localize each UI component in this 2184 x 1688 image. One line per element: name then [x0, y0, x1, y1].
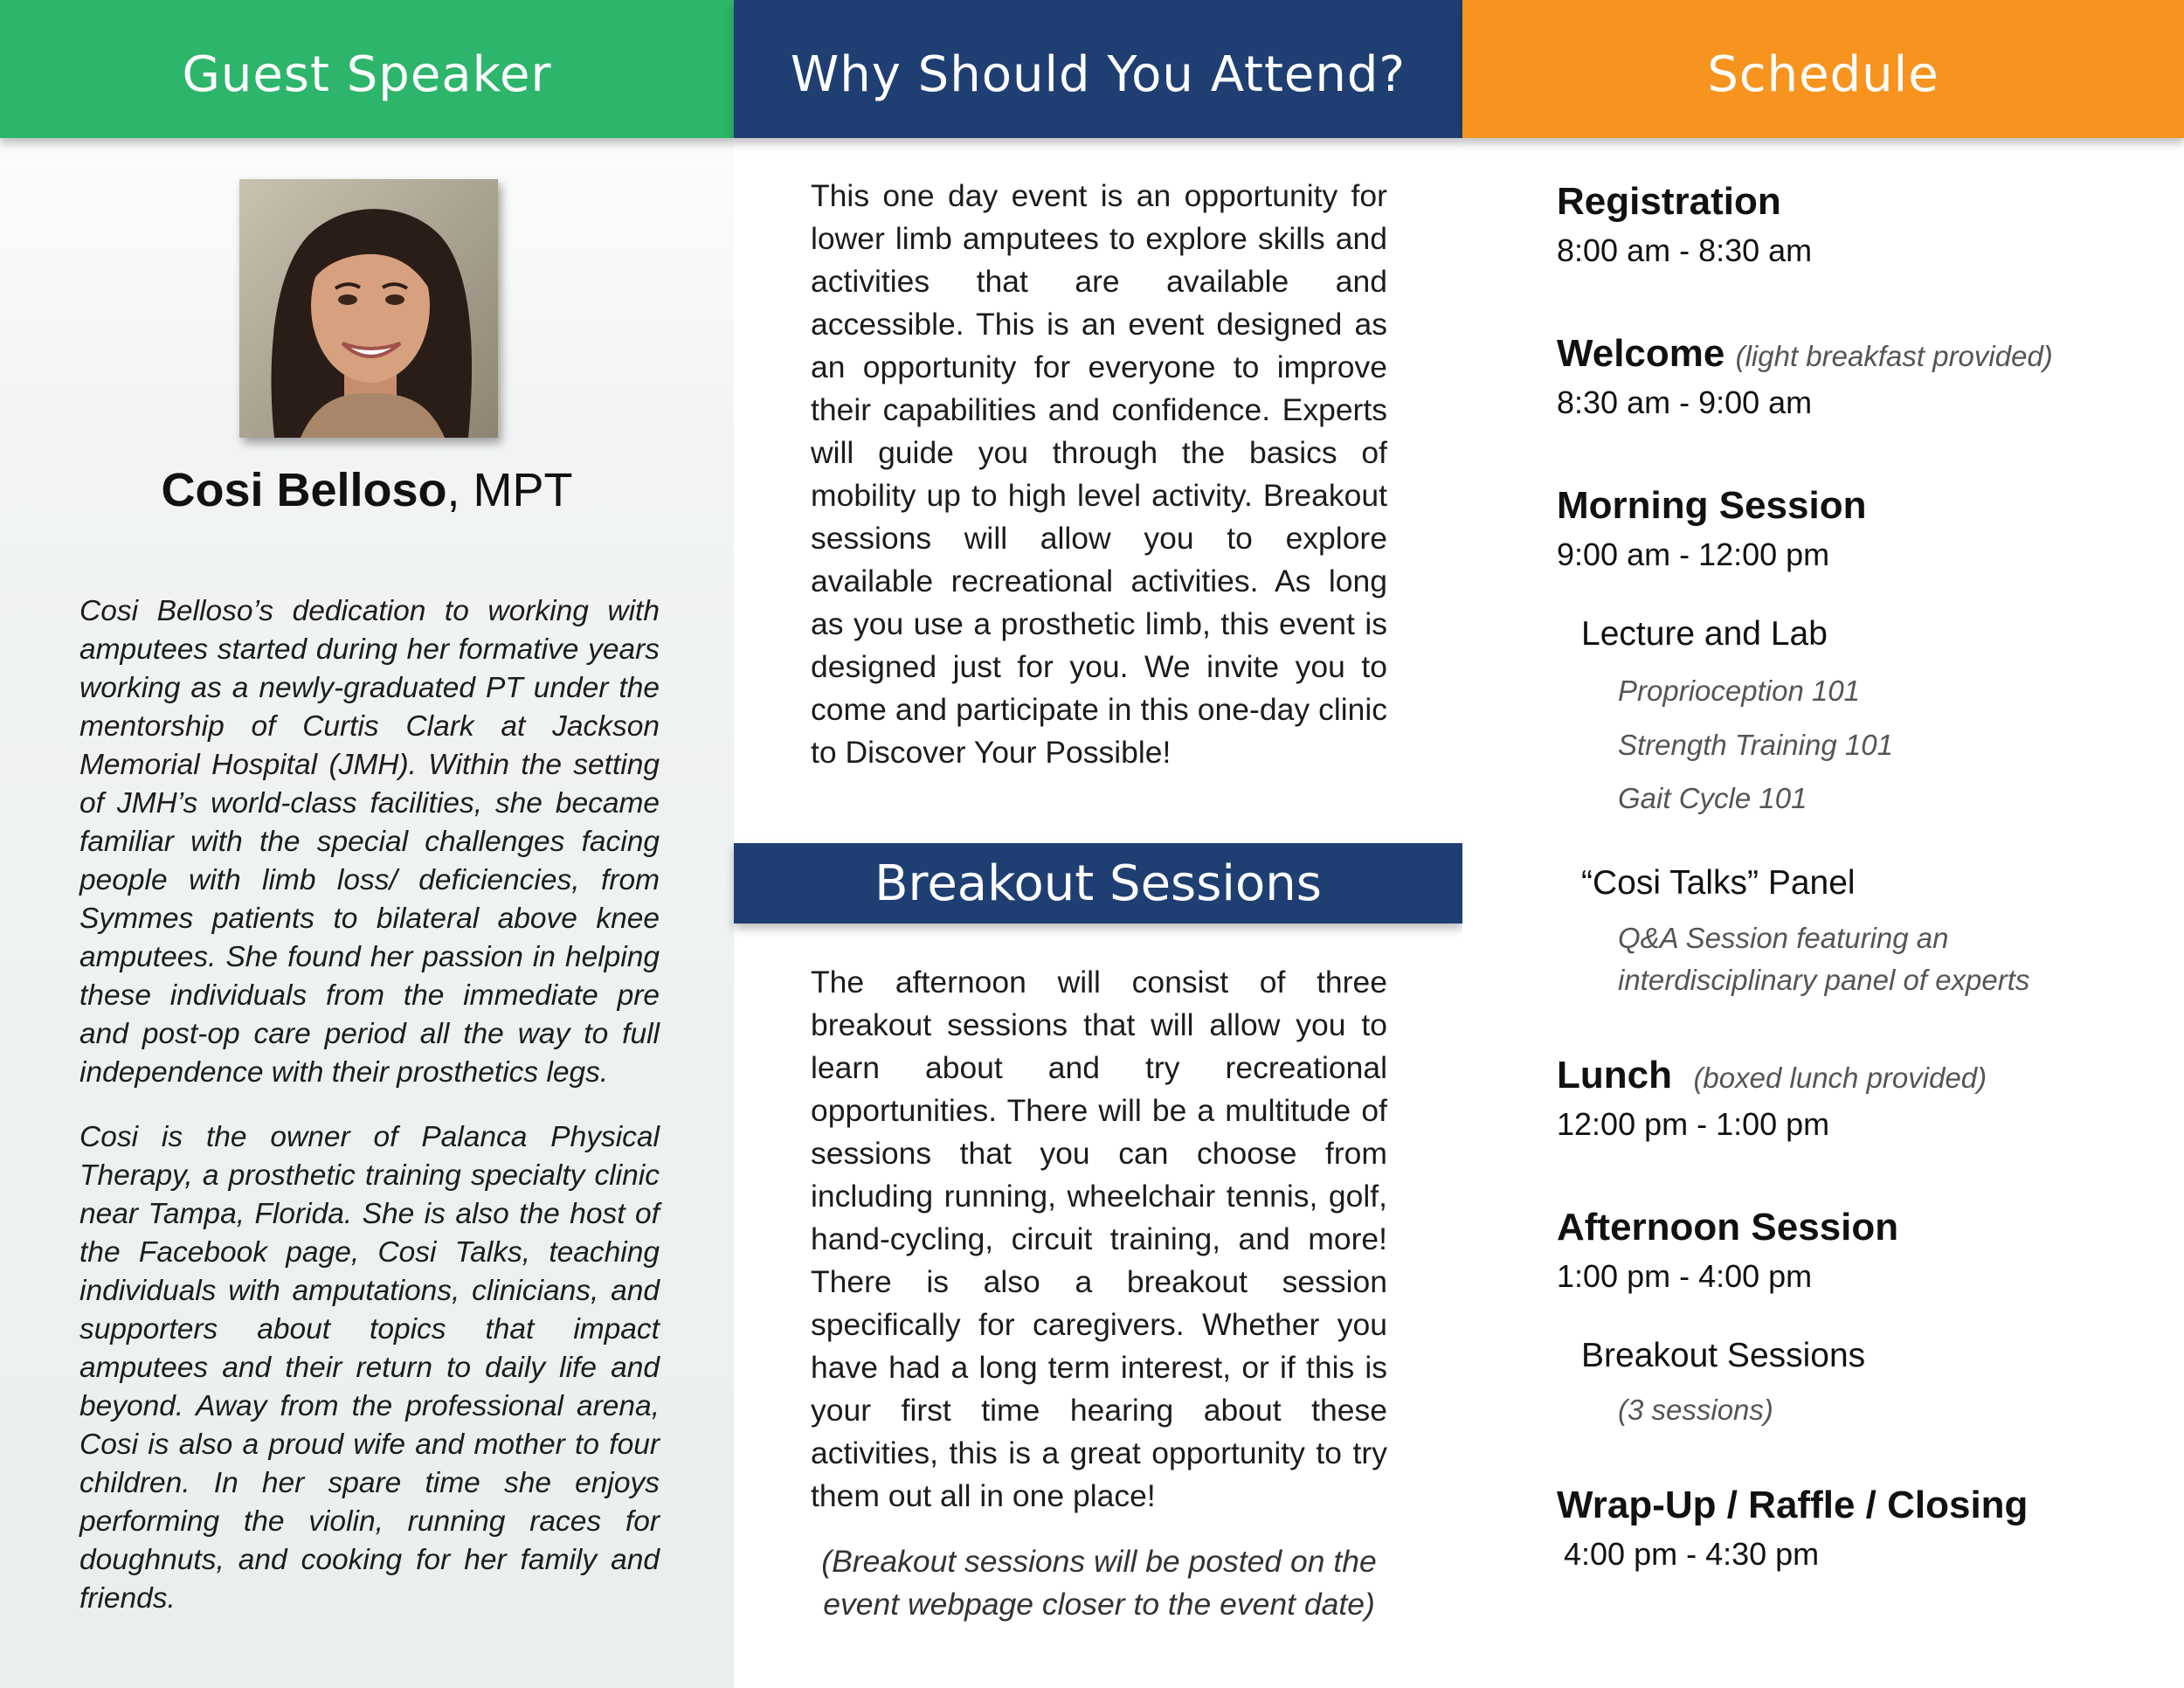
registration-title: Registration: [1557, 180, 1781, 223]
why-attend-text: This one day event is an opportunity for lower limb amputees to explore skills and activities that are available and accessible. This is an event designed as an opportunity for everyone to improve their capabilities and confidence. Experts will guide you through the basics of mobility up to high level activity. Breakout sessions will allow you to explore available recreational activities. As long as you use a prosthetic limb, this event is designed just for you. We invite you to come and participate in this one-day clinic to Discover Your Possible!: [811, 178, 1387, 770]
breakout-sessions-text: The afternoon will consist of three breakout sessions that will allow you to learn about and try recreational opportunities. There will be a multitude of sessions that you can choose from including running, wheelchair tennis, golf, hand-cycling, circuit training, and more! There is also a breakout session specifically for caregivers. Whether you have had a long term interest, or if this is your first time hearing about these activities, this is a great opportunity to try them out all in one place!: [811, 965, 1387, 1513]
guest-speaker-header: Guest Speaker: [0, 0, 734, 138]
wrap-up-time: 4:00 pm - 4:30 pm: [1564, 1536, 1820, 1572]
guest-speaker-column: [0, 0, 734, 1688]
speaker-name-text: Cosi Belloso: [161, 464, 447, 516]
morning-session-title: Morning Session: [1557, 484, 1867, 527]
schedule-column: [1462, 0, 2184, 1688]
schedule-morning-session: [1557, 484, 1866, 573]
wrap-up-title: Wrap-Up / Raffle / Closing: [1557, 1484, 2028, 1526]
breakout-sessions-schedule-title: Breakout Sessions: [1581, 1337, 1866, 1374]
schedule-welcome: [1557, 332, 2053, 421]
breakout-sessions-header: Breakout Sessions: [734, 843, 1462, 924]
panel-description-line-2: interdisciplinary panel of experts: [1618, 964, 2030, 996]
lunch-note: (boxed lunch provided): [1693, 1062, 1987, 1094]
welcome-note: (light breakfast provided): [1735, 340, 2053, 372]
afternoon-session-title: Afternoon Session: [1557, 1206, 1899, 1249]
welcome-title: Welcome: [1557, 332, 1725, 375]
lecture-item-proprioception: Proprioception 101: [1618, 675, 1861, 707]
lecture-lab-title: Lecture and Lab: [1581, 615, 1828, 653]
afternoon-session-time: 1:00 pm - 4:00 pm: [1557, 1258, 1813, 1294]
speaker-photo: [239, 179, 498, 438]
panel-description-line-1: Q&A Session featuring an: [1618, 922, 1949, 954]
breakout-sessions-note: (Breakout sessions will be posted on the event webpage closer to the event date): [821, 1544, 1377, 1622]
lecture-item-gait-cycle: Gait Cycle 101: [1618, 782, 1807, 814]
lunch-title: Lunch: [1557, 1054, 1672, 1097]
speaker-bio-paragraph-2: Cosi is the owner of Palanca Physical Therapy, a prosthetic training specialty clinic near Tampa, Florida. She is also the host of the Facebook page, Cosi Talks, teaching individuals with amputations, clinicians, and supporters about topics that impact amputees and their return to daily life and beyond. Away from the professional arena, Cosi is also a proud wife and mother to four children. In her spare time she enjoys performing the violin, running races for doughnuts, and cooking for her family and friends.: [79, 1121, 660, 1615]
lunch-time: 12:00 pm - 1:00 pm: [1557, 1106, 1830, 1142]
cosi-talks-panel-title: “Cosi Talks” Panel: [1581, 864, 1856, 902]
breakout-sessions-count-note: (3 sessions): [1618, 1394, 1773, 1426]
welcome-time: 8:30 am - 9:00 am: [1557, 384, 1813, 420]
schedule-header: Schedule: [1462, 0, 2184, 138]
schedule-wrap-up: [1557, 1484, 2028, 1573]
why-attend-column: [734, 0, 1462, 1688]
why-attend-header: Why Should You Attend?: [734, 0, 1462, 138]
speaker-credential: , MPT: [446, 464, 573, 516]
speaker-bio-paragraph-1: Cosi Belloso’s dedication to working with amputees started during her formative years working as a newly-graduated PT under the mentorship of Curtis Clark at Jackson Memorial Hospital (JMH). Within the setting of JMH’s world-class facilities, she became familiar with the special challenges facing people with limb loss/ deficiencies, from Symmes patients to bilateral above knee amputees. She found her passion in helping these individuals from the immediate pre and post-op care period all the way to full independence with their prosthetics legs.: [79, 595, 660, 1089]
schedule-lunch: [1557, 1054, 1987, 1143]
schedule-afternoon-session: [1557, 1206, 1898, 1295]
lecture-item-strength-training: Strength Training 101: [1618, 729, 1893, 761]
schedule-registration: [1557, 180, 1812, 269]
morning-session-time: 9:00 am - 12:00 pm: [1557, 536, 1830, 572]
speaker-name: [0, 463, 734, 517]
registration-time: 8:00 am - 8:30 am: [1557, 232, 1813, 268]
